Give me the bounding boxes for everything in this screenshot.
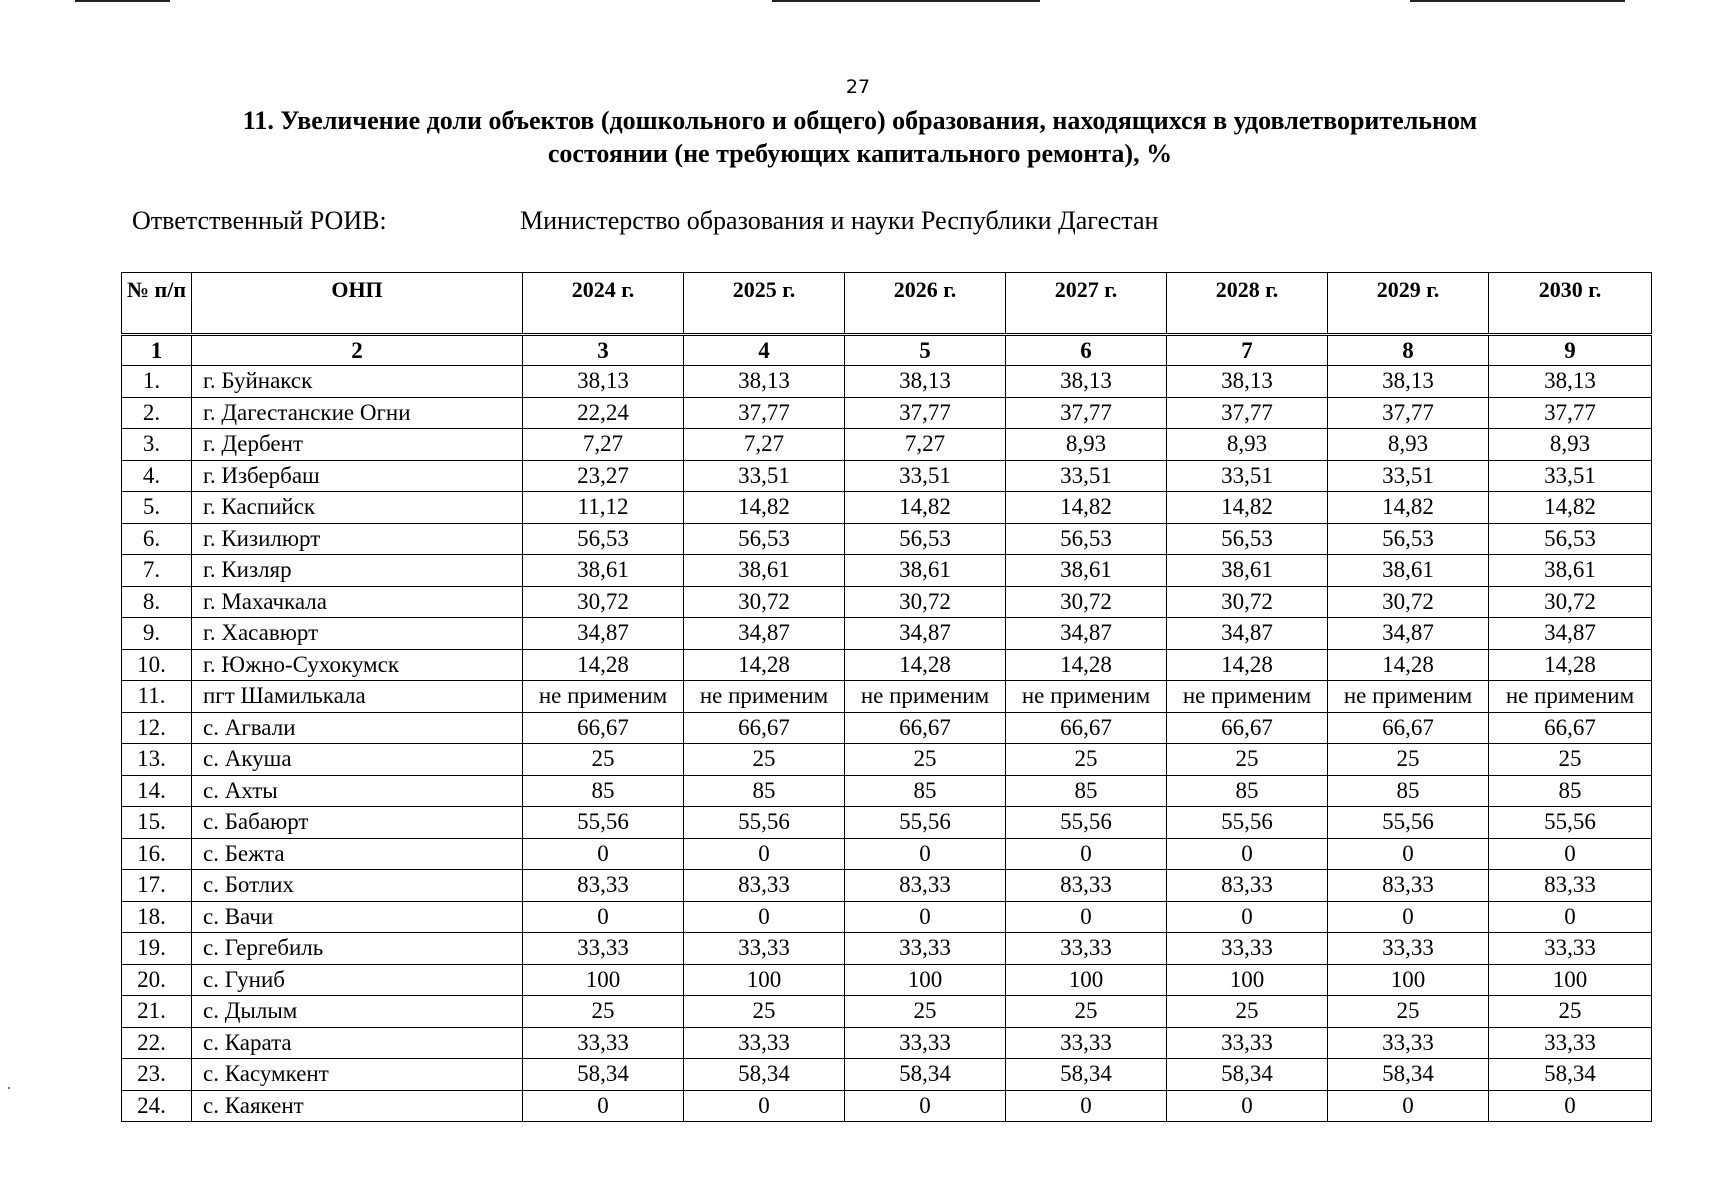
value-cell: 33,33 [1489, 933, 1652, 965]
settlement-name-cell: с. Бабаюрт [192, 807, 523, 839]
header-cell: 2026 г. [845, 273, 1006, 335]
value-cell: 38,13 [523, 366, 684, 398]
value-cell: 25 [1328, 996, 1489, 1028]
table-row [122, 775, 1652, 807]
value-cell: 25 [1167, 996, 1328, 1028]
value-cell: 83,33 [845, 870, 1006, 902]
value-cell: 33,33 [523, 933, 684, 965]
value-cell: 55,56 [845, 807, 1006, 839]
value-cell: 38,13 [1167, 366, 1328, 398]
value-cell: 58,34 [684, 1059, 845, 1091]
settlement-name-cell: с. Агвали [192, 712, 523, 744]
table-row [122, 996, 1652, 1028]
value-cell: 30,72 [1167, 586, 1328, 618]
value-cell: 56,53 [1167, 523, 1328, 555]
table-header-row [122, 273, 1652, 335]
column-number-cell: 4 [684, 335, 845, 366]
row-number-cell: 4. [122, 460, 192, 492]
settlement-name-cell: с. Касумкент [192, 1059, 523, 1091]
row-number-cell: 14. [122, 775, 192, 807]
value-cell: 85 [1167, 775, 1328, 807]
value-cell: 38,13 [1006, 366, 1167, 398]
value-cell: 7,27 [684, 429, 845, 461]
value-cell: 66,67 [523, 712, 684, 744]
value-cell: 34,87 [1006, 618, 1167, 650]
settlement-name-cell: с. Ахты [192, 775, 523, 807]
value-cell: 14,28 [1489, 649, 1652, 681]
settlement-name-cell: с. Акуша [192, 744, 523, 776]
value-cell: 0 [1328, 838, 1489, 870]
row-number-cell: 2. [122, 397, 192, 429]
value-cell: не применим [523, 681, 684, 713]
settlement-name-cell: г. Каспийск [192, 492, 523, 524]
value-cell: 0 [1328, 901, 1489, 933]
table-row [122, 1059, 1652, 1091]
value-cell: 33,33 [845, 1027, 1006, 1059]
value-cell: 7,27 [523, 429, 684, 461]
value-cell: 38,13 [1489, 366, 1652, 398]
header-cell: ОНП [192, 273, 523, 335]
settlement-name-cell: г. Кизилюрт [192, 523, 523, 555]
value-cell: 0 [684, 1090, 845, 1122]
value-cell: 33,33 [684, 933, 845, 965]
value-cell: 38,61 [684, 555, 845, 587]
value-cell: 14,28 [1167, 649, 1328, 681]
table-row [122, 366, 1652, 398]
value-cell: 25 [845, 744, 1006, 776]
value-cell: 100 [684, 964, 845, 996]
top-scan-rule-center [772, 0, 1040, 2]
settlement-name-cell: г. Кизляр [192, 555, 523, 587]
value-cell: 0 [845, 901, 1006, 933]
value-cell: 100 [1006, 964, 1167, 996]
document-title [130, 104, 1590, 170]
value-cell: 66,67 [1489, 712, 1652, 744]
value-cell: 83,33 [1328, 870, 1489, 902]
value-cell: 8,93 [1489, 429, 1652, 461]
value-cell: 37,77 [845, 397, 1006, 429]
settlement-name-cell: г. Южно-Сухокумск [192, 649, 523, 681]
value-cell: 25 [845, 996, 1006, 1028]
value-cell: 30,72 [684, 586, 845, 618]
value-cell: 25 [1328, 744, 1489, 776]
top-scan-rule-right [1410, 0, 1625, 2]
value-cell: 23,27 [523, 460, 684, 492]
page-number: 27 [845, 76, 871, 98]
row-number-cell: 17. [122, 870, 192, 902]
value-cell: 58,34 [1167, 1059, 1328, 1091]
value-cell: 0 [523, 1090, 684, 1122]
header-cell: № п/п [122, 273, 192, 335]
value-cell: 56,53 [1489, 523, 1652, 555]
table-row [122, 964, 1652, 996]
value-cell: 58,34 [1006, 1059, 1167, 1091]
value-cell: 0 [1006, 1090, 1167, 1122]
value-cell: 37,77 [1167, 397, 1328, 429]
value-cell: 33,33 [684, 1027, 845, 1059]
value-cell: 33,33 [1328, 1027, 1489, 1059]
value-cell: 14,82 [1328, 492, 1489, 524]
value-cell: 38,61 [1328, 555, 1489, 587]
value-cell: 33,51 [1167, 460, 1328, 492]
value-cell: 100 [1489, 964, 1652, 996]
value-cell: 8,93 [1167, 429, 1328, 461]
value-cell: 33,33 [1167, 933, 1328, 965]
value-cell: 34,87 [523, 618, 684, 650]
value-cell: 85 [1489, 775, 1652, 807]
value-cell: 100 [523, 964, 684, 996]
value-cell: 83,33 [1489, 870, 1652, 902]
settlement-name-cell: г. Махачкала [192, 586, 523, 618]
value-cell: 11,12 [523, 492, 684, 524]
value-cell: 14,82 [684, 492, 845, 524]
row-number-cell: 9. [122, 618, 192, 650]
column-number-cell: 7 [1167, 335, 1328, 366]
table-row [122, 1027, 1652, 1059]
value-cell: не применим [1006, 681, 1167, 713]
value-cell: 55,56 [523, 807, 684, 839]
value-cell: 25 [1489, 996, 1652, 1028]
value-cell: 33,33 [1006, 1027, 1167, 1059]
settlement-name-cell: с. Каякент [192, 1090, 523, 1122]
settlement-name-cell: с. Вачи [192, 901, 523, 933]
value-cell: 37,77 [1489, 397, 1652, 429]
value-cell: 55,56 [684, 807, 845, 839]
column-number-cell: 2 [192, 335, 523, 366]
value-cell: 83,33 [523, 870, 684, 902]
value-cell: 14,28 [845, 649, 1006, 681]
row-number-cell: 12. [122, 712, 192, 744]
value-cell: 83,33 [1006, 870, 1167, 902]
value-cell: 37,77 [684, 397, 845, 429]
table-row [122, 649, 1652, 681]
value-cell: 25 [1006, 996, 1167, 1028]
value-cell: 38,13 [1328, 366, 1489, 398]
settlement-name-cell: с. Карата [192, 1027, 523, 1059]
value-cell: 25 [684, 996, 845, 1028]
table-row [122, 901, 1652, 933]
table-row [122, 744, 1652, 776]
value-cell: 0 [684, 838, 845, 870]
row-number-cell: 3. [122, 429, 192, 461]
value-cell: 0 [523, 901, 684, 933]
value-cell: 38,61 [1489, 555, 1652, 587]
value-cell: 38,13 [684, 366, 845, 398]
value-cell: не применим [684, 681, 845, 713]
value-cell: 83,33 [1167, 870, 1328, 902]
value-cell: 37,77 [1006, 397, 1167, 429]
value-cell: 33,51 [684, 460, 845, 492]
value-cell: 56,53 [523, 523, 684, 555]
value-cell: 33,51 [1328, 460, 1489, 492]
value-cell: 83,33 [684, 870, 845, 902]
table-row [122, 1090, 1652, 1122]
value-cell: 100 [1167, 964, 1328, 996]
value-cell: 33,33 [1328, 933, 1489, 965]
indicator-table [121, 272, 1652, 1122]
table-row [122, 523, 1652, 555]
row-number-cell: 15. [122, 807, 192, 839]
value-cell: 38,61 [845, 555, 1006, 587]
value-cell: 34,87 [1489, 618, 1652, 650]
header-cell: 2030 г. [1489, 273, 1652, 335]
row-number-cell: 23. [122, 1059, 192, 1091]
value-cell: 55,56 [1328, 807, 1489, 839]
value-cell: 14,82 [1167, 492, 1328, 524]
value-cell: 0 [1167, 901, 1328, 933]
value-cell: 0 [1328, 1090, 1489, 1122]
settlement-name-cell: с. Ботлих [192, 870, 523, 902]
value-cell: 56,53 [684, 523, 845, 555]
value-cell: 0 [1006, 838, 1167, 870]
table-row [122, 838, 1652, 870]
table-row [122, 933, 1652, 965]
value-cell: 56,53 [1006, 523, 1167, 555]
value-cell: не применим [845, 681, 1006, 713]
table-row [122, 870, 1652, 902]
value-cell: 66,67 [1167, 712, 1328, 744]
value-cell: не применим [1328, 681, 1489, 713]
row-number-cell: 7. [122, 555, 192, 587]
value-cell: 100 [845, 964, 1006, 996]
table-row [122, 681, 1652, 713]
header-cell: 2028 г. [1167, 273, 1328, 335]
table-row [122, 618, 1652, 650]
row-number-cell: 1. [122, 366, 192, 398]
column-number-cell: 6 [1006, 335, 1167, 366]
value-cell: 66,67 [684, 712, 845, 744]
value-cell: 25 [523, 744, 684, 776]
value-cell: 25 [1489, 744, 1652, 776]
value-cell: 85 [845, 775, 1006, 807]
value-cell: 34,87 [684, 618, 845, 650]
table-row [122, 492, 1652, 524]
value-cell: 85 [684, 775, 845, 807]
table-row [122, 460, 1652, 492]
value-cell: 85 [523, 775, 684, 807]
value-cell: 38,13 [845, 366, 1006, 398]
value-cell: 58,34 [845, 1059, 1006, 1091]
row-number-cell: 5. [122, 492, 192, 524]
value-cell: 0 [684, 901, 845, 933]
value-cell: 0 [1167, 1090, 1328, 1122]
responsible-label: Ответственный РОИВ: [132, 206, 387, 235]
value-cell: не применим [1489, 681, 1652, 713]
value-cell: 33,33 [1006, 933, 1167, 965]
value-cell: 30,72 [845, 586, 1006, 618]
value-cell: 0 [1006, 901, 1167, 933]
settlement-name-cell: с. Бежта [192, 838, 523, 870]
value-cell: 30,72 [1006, 586, 1167, 618]
value-cell: 55,56 [1167, 807, 1328, 839]
settlement-name-cell: с. Гуниб [192, 964, 523, 996]
value-cell: 8,93 [1006, 429, 1167, 461]
value-cell: 0 [845, 1090, 1006, 1122]
value-cell: 33,33 [523, 1027, 684, 1059]
value-cell: 85 [1006, 775, 1167, 807]
value-cell: 0 [523, 838, 684, 870]
header-cell: 2024 г. [523, 273, 684, 335]
column-number-cell: 1 [122, 335, 192, 366]
table-row [122, 555, 1652, 587]
value-cell: 58,34 [1328, 1059, 1489, 1091]
value-cell: 7,27 [845, 429, 1006, 461]
column-number-cell: 9 [1489, 335, 1652, 366]
value-cell: 55,56 [1006, 807, 1167, 839]
value-cell: 25 [1167, 744, 1328, 776]
settlement-name-cell: г. Хасавюрт [192, 618, 523, 650]
responsible-value: Министерство образования и науки Республики Дагестан [520, 206, 1159, 235]
row-number-cell: 10. [122, 649, 192, 681]
value-cell: 37,77 [1328, 397, 1489, 429]
row-number-cell: 11. [122, 681, 192, 713]
header-cell: 2029 г. [1328, 273, 1489, 335]
column-number-row [122, 335, 1652, 366]
settlement-name-cell: с. Дылым [192, 996, 523, 1028]
value-cell: 56,53 [1328, 523, 1489, 555]
table-row [122, 807, 1652, 839]
value-cell: 0 [845, 838, 1006, 870]
scan-speck [8, 1087, 10, 1089]
value-cell: 66,67 [1006, 712, 1167, 744]
row-number-cell: 13. [122, 744, 192, 776]
value-cell: 14,28 [523, 649, 684, 681]
value-cell: 34,87 [1328, 618, 1489, 650]
settlement-name-cell: пгт Шамилькала [192, 681, 523, 713]
settlement-name-cell: с. Гергебиль [192, 933, 523, 965]
title-line-1: 11. Увеличение доли объектов (дошкольного и общего) образования, находящихся в удовлетворительном [242, 106, 1478, 135]
row-number-cell: 19. [122, 933, 192, 965]
value-cell: 33,51 [1489, 460, 1652, 492]
value-cell: 34,87 [845, 618, 1006, 650]
row-number-cell: 18. [122, 901, 192, 933]
value-cell: 14,82 [1489, 492, 1652, 524]
row-number-cell: 6. [122, 523, 192, 555]
value-cell: 55,56 [1489, 807, 1652, 839]
value-cell: 38,61 [523, 555, 684, 587]
value-cell: 14,28 [1328, 649, 1489, 681]
value-cell: 30,72 [523, 586, 684, 618]
value-cell: 66,67 [845, 712, 1006, 744]
value-cell: 0 [1489, 838, 1652, 870]
value-cell: не применим [1167, 681, 1328, 713]
table-row [122, 429, 1652, 461]
value-cell: 0 [1167, 838, 1328, 870]
value-cell: 33,51 [1006, 460, 1167, 492]
value-cell: 14,28 [1006, 649, 1167, 681]
row-number-cell: 20. [122, 964, 192, 996]
row-number-cell: 22. [122, 1027, 192, 1059]
settlement-name-cell: г. Буйнакск [192, 366, 523, 398]
row-number-cell: 16. [122, 838, 192, 870]
value-cell: 14,28 [684, 649, 845, 681]
settlement-name-cell: г. Избербаш [192, 460, 523, 492]
value-cell: 66,67 [1328, 712, 1489, 744]
value-cell: 30,72 [1489, 586, 1652, 618]
value-cell: 33,33 [845, 933, 1006, 965]
value-cell: 38,61 [1167, 555, 1328, 587]
value-cell: 22,24 [523, 397, 684, 429]
value-cell: 8,93 [1328, 429, 1489, 461]
value-cell: 25 [1006, 744, 1167, 776]
column-number-cell: 5 [845, 335, 1006, 366]
row-number-cell: 21. [122, 996, 192, 1028]
value-cell: 38,61 [1006, 555, 1167, 587]
value-cell: 0 [1489, 901, 1652, 933]
top-scan-rule-left [75, 0, 170, 2]
header-cell: 2025 г. [684, 273, 845, 335]
settlement-name-cell: г. Дагестанские Огни [192, 397, 523, 429]
value-cell: 85 [1328, 775, 1489, 807]
title-line-2: состоянии (не требующих капитального ремонта), % [547, 139, 1173, 168]
value-cell: 33,51 [845, 460, 1006, 492]
value-cell: 14,82 [1006, 492, 1167, 524]
settlement-name-cell: г. Дербент [192, 429, 523, 461]
column-number-cell: 8 [1328, 335, 1489, 366]
value-cell: 56,53 [845, 523, 1006, 555]
value-cell: 100 [1328, 964, 1489, 996]
value-cell: 33,33 [1167, 1027, 1328, 1059]
value-cell: 30,72 [1328, 586, 1489, 618]
table-row [122, 712, 1652, 744]
value-cell: 33,33 [1489, 1027, 1652, 1059]
value-cell: 0 [1489, 1090, 1652, 1122]
row-number-cell: 8. [122, 586, 192, 618]
value-cell: 25 [684, 744, 845, 776]
value-cell: 14,82 [845, 492, 1006, 524]
row-number-cell: 24. [122, 1090, 192, 1122]
value-cell: 58,34 [1489, 1059, 1652, 1091]
value-cell: 34,87 [1167, 618, 1328, 650]
table-row [122, 397, 1652, 429]
header-cell: 2027 г. [1006, 273, 1167, 335]
column-number-cell: 3 [523, 335, 684, 366]
table-row [122, 586, 1652, 618]
value-cell: 58,34 [523, 1059, 684, 1091]
value-cell: 25 [523, 996, 684, 1028]
